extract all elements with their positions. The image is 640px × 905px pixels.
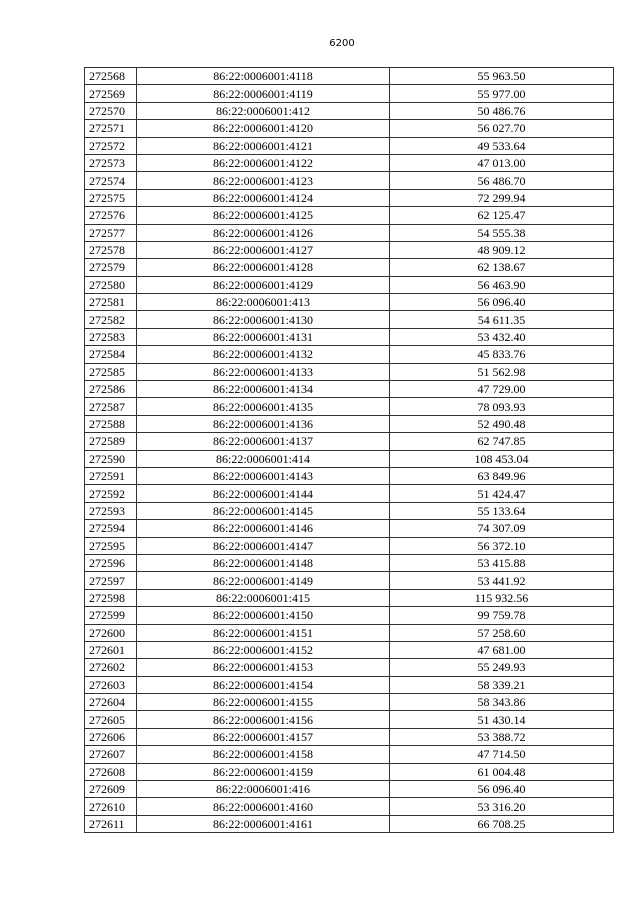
table-row (85, 728, 614, 745)
row-number-cell: 272593 (85, 502, 137, 519)
table-row (85, 624, 614, 641)
cadastral-number-cell: 86:22:0006001:4119 (137, 85, 390, 102)
row-number-cell: 272597 (85, 572, 137, 589)
cadastral-value-cell: 53 432.40 (390, 328, 614, 345)
cadastral-number-cell: 86:22:0006001:4134 (137, 381, 390, 398)
cadastral-number-cell: 86:22:0006001:4130 (137, 311, 390, 328)
row-number-cell: 272589 (85, 433, 137, 450)
cadastral-value-cell: 55 977.00 (390, 85, 614, 102)
row-number-cell: 272601 (85, 641, 137, 658)
cadastral-number-cell: 86:22:0006001:412 (137, 102, 390, 119)
cadastral-number-cell: 86:22:0006001:4128 (137, 259, 390, 276)
table-row (85, 224, 614, 241)
cadastral-value-cell: 66 708.25 (390, 815, 614, 832)
cadastral-number-cell: 86:22:0006001:4161 (137, 815, 390, 832)
cadastral-value-cell: 53 441.92 (390, 572, 614, 589)
cadastral-number-cell: 86:22:0006001:4146 (137, 520, 390, 537)
cadastral-number-cell: 86:22:0006001:4122 (137, 154, 390, 171)
row-number-cell: 272595 (85, 537, 137, 554)
table-row (85, 294, 614, 311)
table-row (85, 694, 614, 711)
row-number-cell: 272574 (85, 172, 137, 189)
cadastral-value-cell: 54 555.38 (390, 224, 614, 241)
cadastral-value-cell: 108 453.04 (390, 450, 614, 467)
row-number-cell: 272588 (85, 415, 137, 432)
table-row (85, 189, 614, 206)
cadastral-value-cell: 54 611.35 (390, 311, 614, 328)
cadastral-value-cell: 49 533.64 (390, 137, 614, 154)
cadastral-value-cell: 72 299.94 (390, 189, 614, 206)
row-number-cell: 272599 (85, 607, 137, 624)
row-number-cell: 272578 (85, 241, 137, 258)
table-row (85, 415, 614, 432)
row-number-cell: 272606 (85, 728, 137, 745)
table-row (85, 781, 614, 798)
cadastral-value-cell: 56 096.40 (390, 781, 614, 798)
cadastral-value-cell: 45 833.76 (390, 346, 614, 363)
table-row (85, 450, 614, 467)
table-row (85, 311, 614, 328)
cadastral-value-cell: 53 388.72 (390, 728, 614, 745)
row-number-cell: 272581 (85, 294, 137, 311)
row-number-cell: 272579 (85, 259, 137, 276)
cadastral-value-cell: 51 562.98 (390, 363, 614, 380)
cadastral-number-cell: 86:22:0006001:4129 (137, 276, 390, 293)
table-row (85, 676, 614, 693)
row-number-cell: 272584 (85, 346, 137, 363)
row-number-cell: 272602 (85, 659, 137, 676)
table-row (85, 502, 614, 519)
cadastral-number-cell: 86:22:0006001:4136 (137, 415, 390, 432)
table-row (85, 746, 614, 763)
cadastral-number-cell: 86:22:0006001:4123 (137, 172, 390, 189)
row-number-cell: 272605 (85, 711, 137, 728)
row-number-cell: 272577 (85, 224, 137, 241)
cadastral-number-cell: 86:22:0006001:4145 (137, 502, 390, 519)
cadastral-value-cell: 48 909.12 (390, 241, 614, 258)
page-number: 6200 (329, 38, 355, 49)
cadastral-number-cell: 86:22:0006001:4120 (137, 120, 390, 137)
cadastral-value-cell: 61 004.48 (390, 763, 614, 780)
cadastral-value-cell: 74 307.09 (390, 520, 614, 537)
table-row (85, 467, 614, 484)
table-row (85, 537, 614, 554)
cadastral-value-cell: 51 424.47 (390, 485, 614, 502)
cadastral-value-cell: 51 430.14 (390, 711, 614, 728)
cadastral-value-cell: 99 759.78 (390, 607, 614, 624)
cadastral-value-cell: 52 490.48 (390, 415, 614, 432)
cadastral-number-cell: 86:22:0006001:4147 (137, 537, 390, 554)
row-number-cell: 272590 (85, 450, 137, 467)
row-number-cell: 272568 (85, 68, 137, 85)
table-row (85, 68, 614, 85)
table-row (85, 711, 614, 728)
table-row (85, 641, 614, 658)
cadastral-number-cell: 86:22:0006001:4156 (137, 711, 390, 728)
table-row (85, 276, 614, 293)
cadastral-number-cell: 86:22:0006001:416 (137, 781, 390, 798)
row-number-cell: 272571 (85, 120, 137, 137)
row-number-cell: 272600 (85, 624, 137, 641)
row-number-cell: 272594 (85, 520, 137, 537)
cadastral-number-cell: 86:22:0006001:4143 (137, 467, 390, 484)
table-row (85, 520, 614, 537)
row-number-cell: 272587 (85, 398, 137, 415)
cadastral-number-cell: 86:22:0006001:4118 (137, 68, 390, 85)
cadastral-number-cell: 86:22:0006001:4132 (137, 346, 390, 363)
table-row (85, 120, 614, 137)
row-number-cell: 272575 (85, 189, 137, 206)
row-number-cell: 272592 (85, 485, 137, 502)
cadastral-number-cell: 86:22:0006001:415 (137, 589, 390, 606)
table-row (85, 433, 614, 450)
table-row (85, 381, 614, 398)
row-number-cell: 272586 (85, 381, 137, 398)
cadastral-value-table (84, 67, 614, 833)
cadastral-number-cell: 86:22:0006001:4149 (137, 572, 390, 589)
row-number-cell: 272572 (85, 137, 137, 154)
table-row (85, 398, 614, 415)
table-row (85, 346, 614, 363)
cadastral-value-cell: 62 747.85 (390, 433, 614, 450)
table-body (85, 68, 614, 833)
cadastral-number-cell: 86:22:0006001:413 (137, 294, 390, 311)
cadastral-value-cell: 47 681.00 (390, 641, 614, 658)
cadastral-number-cell: 86:22:0006001:4150 (137, 607, 390, 624)
table-row (85, 815, 614, 832)
row-number-cell: 272598 (85, 589, 137, 606)
row-number-cell: 272604 (85, 694, 137, 711)
table-row (85, 154, 614, 171)
table-row (85, 554, 614, 571)
cadastral-value-cell: 58 343.86 (390, 694, 614, 711)
row-number-cell: 272580 (85, 276, 137, 293)
cadastral-number-cell: 86:22:0006001:4160 (137, 798, 390, 815)
row-number-cell: 272570 (85, 102, 137, 119)
row-number-cell: 272608 (85, 763, 137, 780)
table-row (85, 207, 614, 224)
cadastral-number-cell: 86:22:0006001:4131 (137, 328, 390, 345)
table-row (85, 763, 614, 780)
cadastral-number-cell: 86:22:0006001:4155 (137, 694, 390, 711)
cadastral-number-cell: 86:22:0006001:4125 (137, 207, 390, 224)
cadastral-number-cell: 86:22:0006001:4121 (137, 137, 390, 154)
row-number-cell: 272583 (85, 328, 137, 345)
row-number-cell: 272607 (85, 746, 137, 763)
cadastral-value-cell: 62 125.47 (390, 207, 614, 224)
cadastral-value-cell: 47 729.00 (390, 381, 614, 398)
row-number-cell: 272609 (85, 781, 137, 798)
cadastral-number-cell: 86:22:0006001:4152 (137, 641, 390, 658)
table-row (85, 659, 614, 676)
cadastral-number-cell: 86:22:0006001:4153 (137, 659, 390, 676)
cadastral-value-cell: 55 249.93 (390, 659, 614, 676)
cadastral-value-cell: 56 372.10 (390, 537, 614, 554)
cadastral-value-cell: 55 963.50 (390, 68, 614, 85)
row-number-cell: 272611 (85, 815, 137, 832)
table-row (85, 85, 614, 102)
table-row (85, 102, 614, 119)
row-number-cell: 272576 (85, 207, 137, 224)
table-row (85, 485, 614, 502)
row-number-cell: 272569 (85, 85, 137, 102)
cadastral-value-cell: 62 138.67 (390, 259, 614, 276)
cadastral-number-cell: 86:22:0006001:4158 (137, 746, 390, 763)
cadastral-number-cell: 86:22:0006001:4133 (137, 363, 390, 380)
cadastral-value-cell: 55 133.64 (390, 502, 614, 519)
row-number-cell: 272573 (85, 154, 137, 171)
cadastral-value-cell: 58 339.21 (390, 676, 614, 693)
table-row (85, 589, 614, 606)
cadastral-value-cell: 47 714.50 (390, 746, 614, 763)
cadastral-value-cell: 115 932.56 (390, 589, 614, 606)
table-row (85, 363, 614, 380)
cadastral-number-cell: 86:22:0006001:4144 (137, 485, 390, 502)
cadastral-number-cell: 86:22:0006001:4151 (137, 624, 390, 641)
table-row (85, 241, 614, 258)
cadastral-value-cell: 47 013.00 (390, 154, 614, 171)
row-number-cell: 272582 (85, 311, 137, 328)
cadastral-value-cell: 56 486.70 (390, 172, 614, 189)
cadastral-value-cell: 53 415.88 (390, 554, 614, 571)
cadastral-number-cell: 86:22:0006001:4124 (137, 189, 390, 206)
table-row (85, 572, 614, 589)
cadastral-value-cell: 56 096.40 (390, 294, 614, 311)
table-row (85, 328, 614, 345)
row-number-cell: 272596 (85, 554, 137, 571)
cadastral-value-cell: 56 027.70 (390, 120, 614, 137)
row-number-cell: 272610 (85, 798, 137, 815)
row-number-cell: 272603 (85, 676, 137, 693)
cadastral-number-cell: 86:22:0006001:4148 (137, 554, 390, 571)
cadastral-number-cell: 86:22:0006001:4126 (137, 224, 390, 241)
table-row (85, 607, 614, 624)
table-row (85, 172, 614, 189)
cadastral-number-cell: 86:22:0006001:4154 (137, 676, 390, 693)
cadastral-value-cell: 56 463.90 (390, 276, 614, 293)
table-row (85, 259, 614, 276)
cadastral-number-cell: 86:22:0006001:4157 (137, 728, 390, 745)
cadastral-number-cell: 86:22:0006001:4137 (137, 433, 390, 450)
cadastral-number-cell: 86:22:0006001:4135 (137, 398, 390, 415)
cadastral-number-cell: 86:22:0006001:4159 (137, 763, 390, 780)
cadastral-value-cell: 63 849.96 (390, 467, 614, 484)
cadastral-value-cell: 57 258.60 (390, 624, 614, 641)
row-number-cell: 272585 (85, 363, 137, 380)
table-row (85, 798, 614, 815)
row-number-cell: 272591 (85, 467, 137, 484)
cadastral-value-cell: 50 486.76 (390, 102, 614, 119)
cadastral-value-cell: 53 316.20 (390, 798, 614, 815)
cadastral-number-cell: 86:22:0006001:4127 (137, 241, 390, 258)
cadastral-number-cell: 86:22:0006001:414 (137, 450, 390, 467)
cadastral-value-cell: 78 093.93 (390, 398, 614, 415)
table-row (85, 137, 614, 154)
